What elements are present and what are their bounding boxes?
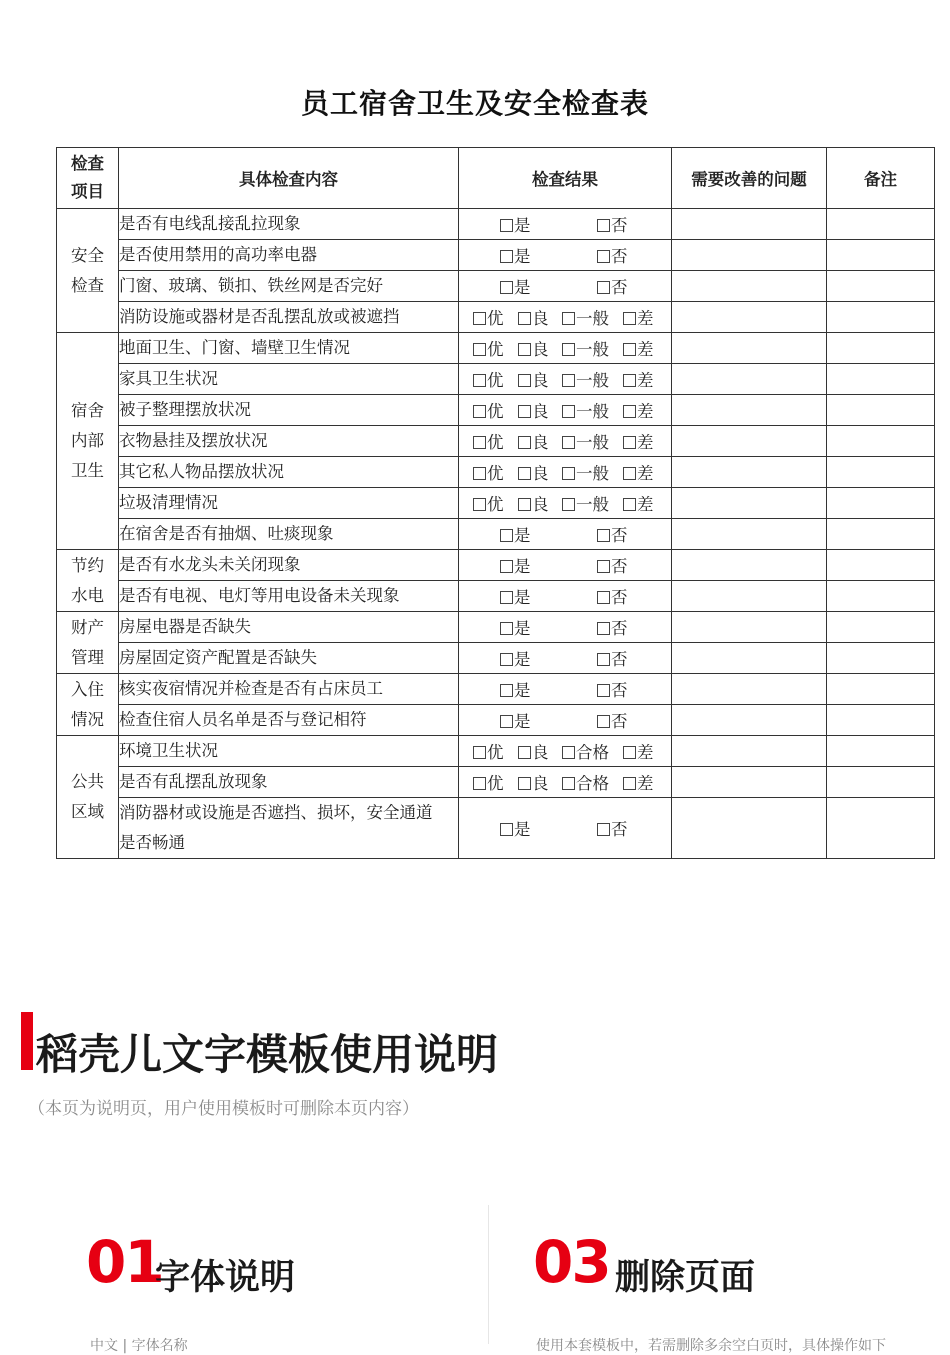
issues-cell[interactable] [672, 612, 827, 643]
result-yes-no [459, 240, 672, 271]
remarks-cell[interactable] [827, 550, 935, 581]
result-rating [459, 364, 672, 395]
checkbox-icon [473, 467, 486, 480]
result-yes-no [459, 581, 672, 612]
checkbox-icon [597, 653, 610, 666]
issues-cell[interactable] [672, 271, 827, 302]
issues-cell[interactable] [672, 240, 827, 271]
issues-cell[interactable] [672, 798, 827, 859]
checkbox-icon [623, 498, 636, 511]
issues-cell[interactable] [672, 705, 827, 736]
option-excellent[interactable]: 优 [473, 491, 504, 515]
option-yes[interactable]: 是 [500, 522, 531, 546]
table-row [57, 705, 935, 736]
row-content: 消防设施或器材是否乱摆乱放或被遮挡 [119, 302, 459, 333]
section-title: 删除页面 [615, 1258, 756, 1298]
option-average[interactable]: 一般 [562, 398, 609, 422]
option-excellent[interactable]: 优 [473, 770, 504, 794]
table-row [57, 550, 935, 581]
row-content: 其它私人物品摆放状况 [119, 457, 459, 488]
table-row [57, 333, 935, 364]
option-yes[interactable]: 是 [500, 816, 531, 840]
checkbox-icon [597, 823, 610, 836]
checkbox-icon [562, 436, 575, 449]
table-row [57, 519, 935, 550]
result-yes-no [459, 271, 672, 302]
checkbox-icon [562, 374, 575, 387]
remarks-cell[interactable] [827, 395, 935, 426]
checkbox-icon [500, 560, 513, 573]
accent-bar [21, 1012, 33, 1070]
option-yes[interactable]: 是 [500, 243, 531, 267]
table-row [57, 271, 935, 302]
table-row [57, 457, 935, 488]
option-good[interactable]: 良 [518, 398, 549, 422]
option-no[interactable]: 否 [597, 212, 628, 236]
option-yes[interactable]: 是 [500, 646, 531, 670]
table-row [57, 643, 935, 674]
checkbox-icon [597, 560, 610, 573]
issues-cell[interactable] [672, 209, 827, 240]
checkbox-icon [623, 312, 636, 325]
option-average[interactable]: 一般 [562, 305, 609, 329]
table-row [57, 209, 935, 240]
option-yes[interactable]: 是 [500, 274, 531, 298]
checkbox-icon [518, 405, 531, 418]
option-good[interactable]: 良 [518, 336, 549, 360]
issues-cell[interactable] [672, 550, 827, 581]
checkbox-icon [473, 405, 486, 418]
result-rating [459, 767, 672, 798]
result-rating [459, 333, 672, 364]
option-poor[interactable]: 差 [623, 305, 654, 329]
issues-cell[interactable] [672, 426, 827, 457]
header-result: 检查结果 [459, 148, 672, 209]
table-row [57, 612, 935, 643]
option-excellent[interactable]: 优 [473, 460, 504, 484]
table-header-row [57, 148, 935, 209]
header-issues: 需要改善的问题 [672, 148, 827, 209]
option-yes[interactable]: 是 [500, 615, 531, 639]
remarks-cell[interactable] [827, 333, 935, 364]
document-title: 员工宿舍卫生及安全检查表 [300, 87, 649, 120]
row-content: 是否有水龙头未关闭现象 [119, 550, 459, 581]
result-rating [459, 736, 672, 767]
checkbox-icon [500, 281, 513, 294]
remarks-cell[interactable] [827, 457, 935, 488]
option-average[interactable]: 一般 [562, 367, 609, 391]
option-pass[interactable]: 合格 [562, 770, 609, 794]
issues-cell[interactable] [672, 302, 827, 333]
option-no[interactable]: 否 [597, 677, 628, 701]
category-public: 公共 区域 [57, 736, 119, 859]
remarks-cell[interactable] [827, 643, 935, 674]
remarks-cell[interactable] [827, 612, 935, 643]
option-no[interactable]: 否 [597, 243, 628, 267]
checkbox-icon [518, 746, 531, 759]
checkbox-icon [500, 823, 513, 836]
issues-cell[interactable] [672, 395, 827, 426]
checkbox-icon [562, 746, 575, 759]
option-average[interactable]: 一般 [562, 429, 609, 453]
option-average[interactable]: 一般 [562, 336, 609, 360]
result-yes-no [459, 643, 672, 674]
option-poor[interactable]: 差 [623, 367, 654, 391]
result-yes-no [459, 674, 672, 705]
option-poor[interactable]: 差 [623, 739, 654, 763]
remarks-cell[interactable] [827, 488, 935, 519]
category-safety: 安全 检查 [57, 209, 119, 333]
row-content: 房屋电器是否缺失 [119, 612, 459, 643]
option-yes[interactable]: 是 [500, 677, 531, 701]
remarks-cell[interactable] [827, 240, 935, 271]
option-no[interactable]: 否 [597, 615, 628, 639]
option-excellent[interactable]: 优 [473, 305, 504, 329]
issues-cell[interactable] [672, 643, 827, 674]
remarks-cell[interactable] [827, 426, 935, 457]
option-no[interactable]: 否 [597, 274, 628, 298]
checkbox-icon [518, 777, 531, 790]
result-rating [459, 395, 672, 426]
guide-title: 稻壳儿文字模板使用说明 [36, 1030, 499, 1079]
checkbox-icon [623, 777, 636, 790]
category-checkin: 入住 情况 [57, 674, 119, 736]
row-content: 检查住宿人员名单是否与登记相符 [119, 705, 459, 736]
option-poor[interactable]: 差 [623, 460, 654, 484]
section-body: 使用本套模板中，若需删除多余空白页时，具体操作如下 [536, 1338, 886, 1354]
remarks-cell[interactable] [827, 519, 935, 550]
table-row [57, 395, 935, 426]
issues-cell[interactable] [672, 333, 827, 364]
option-average[interactable]: 一般 [562, 491, 609, 515]
option-good[interactable]: 良 [518, 367, 549, 391]
option-excellent[interactable]: 优 [473, 398, 504, 422]
row-content: 在宿舍是否有抽烟、吐痰现象 [119, 519, 459, 550]
inspection-table [56, 147, 935, 859]
remarks-cell[interactable] [827, 302, 935, 333]
option-no[interactable]: 否 [597, 553, 628, 577]
table-row [57, 364, 935, 395]
header-content: 具体检查内容 [119, 148, 459, 209]
option-poor[interactable]: 差 [623, 398, 654, 422]
checkbox-icon [518, 498, 531, 511]
option-good[interactable]: 良 [518, 305, 549, 329]
row-content: 垃圾清理情况 [119, 488, 459, 519]
row-content: 消防器材或设施是否遮挡、损坏，安全通道是否畅通 [119, 798, 459, 859]
checkbox-icon [597, 715, 610, 728]
checkbox-icon [623, 436, 636, 449]
remarks-cell[interactable] [827, 767, 935, 798]
issues-cell[interactable] [672, 488, 827, 519]
option-excellent[interactable]: 优 [473, 367, 504, 391]
checkbox-icon [500, 622, 513, 635]
result-rating [459, 302, 672, 333]
checkbox-icon [473, 498, 486, 511]
option-good[interactable]: 良 [518, 739, 549, 763]
category-saving: 节约 水电 [57, 550, 119, 612]
checkbox-icon [597, 250, 610, 263]
checkbox-icon [562, 312, 575, 325]
option-excellent[interactable]: 优 [473, 739, 504, 763]
row-content: 房屋固定资产配置是否缺失 [119, 643, 459, 674]
issues-cell[interactable] [672, 581, 827, 612]
row-content: 是否有乱摆乱放现象 [119, 767, 459, 798]
remarks-cell[interactable] [827, 736, 935, 767]
section-number: 01 [86, 1228, 163, 1296]
result-yes-no [459, 519, 672, 550]
checkbox-icon [473, 374, 486, 387]
table-row [57, 240, 935, 271]
result-yes-no [459, 550, 672, 581]
option-no[interactable]: 否 [597, 522, 628, 546]
option-yes[interactable]: 是 [500, 584, 531, 608]
checkbox-icon [623, 746, 636, 759]
result-yes-no [459, 798, 672, 859]
checkbox-icon [473, 777, 486, 790]
checkbox-icon [473, 436, 486, 449]
remarks-cell[interactable] [827, 705, 935, 736]
option-good[interactable]: 良 [518, 429, 549, 453]
checkbox-icon [597, 281, 610, 294]
row-content: 是否使用禁用的高功率电器 [119, 240, 459, 271]
table-row [57, 798, 935, 859]
section-divider [488, 1205, 489, 1344]
checkbox-icon [500, 715, 513, 728]
section-title: 字体说明 [155, 1258, 296, 1298]
checkbox-icon [500, 684, 513, 697]
row-content: 是否有电线乱接乱拉现象 [119, 209, 459, 240]
result-yes-no [459, 705, 672, 736]
checkbox-icon [597, 591, 610, 604]
result-rating [459, 426, 672, 457]
table-row [57, 736, 935, 767]
row-content: 衣物悬挂及摆放状况 [119, 426, 459, 457]
row-content: 环境卫生状况 [119, 736, 459, 767]
option-no[interactable]: 否 [597, 646, 628, 670]
option-no[interactable]: 否 [597, 584, 628, 608]
option-poor[interactable]: 差 [623, 770, 654, 794]
remarks-cell[interactable] [827, 581, 935, 612]
row-content: 核实夜宿情况并检查是否有占床员工 [119, 674, 459, 705]
table-row [57, 674, 935, 705]
checkbox-icon [518, 467, 531, 480]
option-good[interactable]: 良 [518, 491, 549, 515]
guide-subtitle: （本页为说明页，用户使用模板时可删除本页内容） [28, 1099, 419, 1119]
option-excellent[interactable]: 优 [473, 429, 504, 453]
checkbox-icon [597, 219, 610, 232]
checkbox-icon [623, 467, 636, 480]
result-yes-no [459, 209, 672, 240]
checkbox-icon [473, 343, 486, 356]
option-no[interactable]: 否 [597, 816, 628, 840]
header-remarks: 备注 [827, 148, 935, 209]
issues-cell[interactable] [672, 519, 827, 550]
option-poor[interactable]: 差 [623, 491, 654, 515]
remarks-cell[interactable] [827, 364, 935, 395]
category-dorm: 宿舍 内部 卫生 [57, 333, 119, 550]
checkbox-icon [518, 343, 531, 356]
checkbox-icon [500, 219, 513, 232]
remarks-cell[interactable] [827, 674, 935, 705]
checkbox-icon [597, 622, 610, 635]
row-content: 家具卫生状况 [119, 364, 459, 395]
option-no[interactable]: 否 [597, 708, 628, 732]
result-rating [459, 488, 672, 519]
checkbox-icon [562, 405, 575, 418]
issues-cell[interactable] [672, 674, 827, 705]
table-row [57, 581, 935, 612]
option-yes[interactable]: 是 [500, 212, 531, 236]
checkbox-icon [518, 374, 531, 387]
checkbox-icon [562, 467, 575, 480]
checkbox-icon [562, 498, 575, 511]
table-row [57, 426, 935, 457]
issues-cell[interactable] [672, 736, 827, 767]
option-pass[interactable]: 合格 [562, 739, 609, 763]
remarks-cell[interactable] [827, 798, 935, 859]
option-good[interactable]: 良 [518, 770, 549, 794]
option-good[interactable]: 良 [518, 460, 549, 484]
checkbox-icon [623, 405, 636, 418]
table-row [57, 767, 935, 798]
option-poor[interactable]: 差 [623, 429, 654, 453]
checkbox-icon [500, 529, 513, 542]
remarks-cell[interactable] [827, 271, 935, 302]
checkbox-icon [562, 777, 575, 790]
row-content: 门窗、玻璃、锁扣、铁丝网是否完好 [119, 271, 459, 302]
option-poor[interactable]: 差 [623, 336, 654, 360]
option-yes[interactable]: 是 [500, 708, 531, 732]
option-yes[interactable]: 是 [500, 553, 531, 577]
issues-cell[interactable] [672, 767, 827, 798]
checkbox-icon [473, 746, 486, 759]
row-content: 地面卫生、门窗、墙壁卫生情况 [119, 333, 459, 364]
checkbox-icon [500, 250, 513, 263]
result-rating [459, 457, 672, 488]
remarks-cell[interactable] [827, 209, 935, 240]
section-body: 中文 | 字体名称 [90, 1338, 188, 1354]
category-property: 财产 管理 [57, 612, 119, 674]
header-inspection-item: 检查 项目 [57, 148, 119, 209]
checkbox-icon [597, 529, 610, 542]
table-row [57, 488, 935, 519]
issues-cell[interactable] [672, 457, 827, 488]
row-content: 是否有电视、电灯等用电设备未关现象 [119, 581, 459, 612]
row-content: 被子整理摆放状况 [119, 395, 459, 426]
option-average[interactable]: 一般 [562, 460, 609, 484]
section-number: 03 [533, 1228, 610, 1296]
checkbox-icon [500, 653, 513, 666]
checkbox-icon [473, 312, 486, 325]
checkbox-icon [518, 436, 531, 449]
checkbox-icon [518, 312, 531, 325]
checkbox-icon [597, 684, 610, 697]
result-yes-no [459, 612, 672, 643]
table-row [57, 302, 935, 333]
checkbox-icon [500, 591, 513, 604]
checkbox-icon [623, 374, 636, 387]
issues-cell[interactable] [672, 364, 827, 395]
checkbox-icon [623, 343, 636, 356]
option-excellent[interactable]: 优 [473, 336, 504, 360]
checkbox-icon [562, 343, 575, 356]
